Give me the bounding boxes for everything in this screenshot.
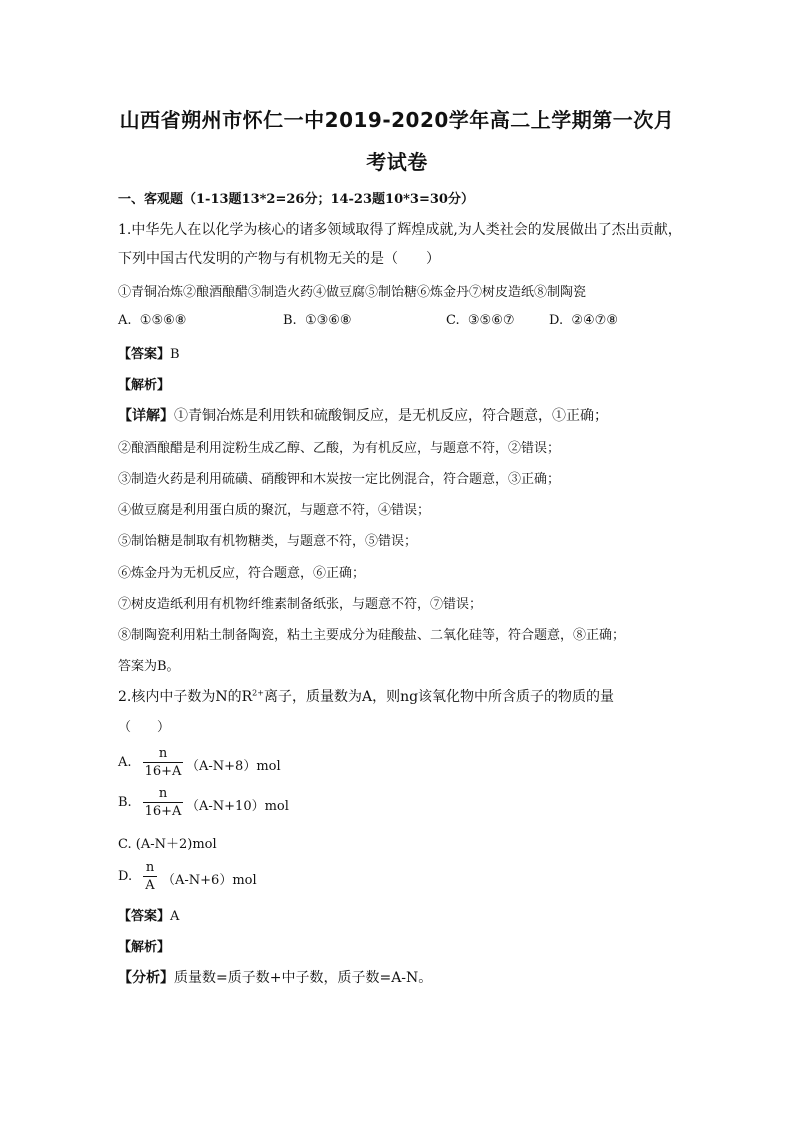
answer-tag: 【答案】 [118,347,171,362]
q2-analysis-note [118,967,432,987]
q1-option-d [549,313,618,328]
q2-stem-end: 离子，质量数为A，则ng该氧化物中所含质子的物质的量 [263,689,615,705]
fraction-denominator: 16+A [144,764,182,779]
q2-stem [118,686,614,706]
q2-option-b-text: （A-N+10）mol [186,799,289,814]
q1-explanation-line: ⑧制陶瓷利用粘土制备陶瓷，粘土主要成分为硅酸盐、二氧化硅等，符合题意，⑧正确； [118,628,626,643]
fraction-numerator: n [145,860,155,875]
option-label: D. [549,313,564,328]
q2-option-d-text: （A-N+6）mol [162,873,257,888]
charge-superscript: 2+ [252,688,264,698]
q2-option-a-label: A. [118,755,132,770]
q2-stem-start: 2.核内中子数为N的R [118,689,253,705]
q1-explanation-line: ②酿酒酿醋是利用淀粉生成乙醇、乙酸，为有机反应，与题意不符，②错误； [118,441,561,456]
q2-option-b-label: B. [118,795,132,810]
answer-value: B [170,347,180,362]
q2-analysis-tag: 【解析】 [118,940,171,955]
q1-detail-line [118,405,608,425]
q2-option-b-fraction [143,785,183,820]
fraction-denominator: 16+A [144,804,182,819]
q2-option-d-fraction [142,859,158,894]
document-title-line-2: 考试卷 [366,150,428,174]
option-label: C. [118,837,132,852]
q1-stem-line-2: 下列中国古代发明的产物与有机物无关的是（ ） [118,251,440,267]
q2-paren: （ ） [118,720,171,735]
detail-tag: 【详解】 [118,408,174,424]
detail-text: ①青铜冶炼是利用铁和硫酸铜反应，是无机反应，符合题意，①正确； [174,408,608,424]
answer-value: A [170,909,180,924]
q1-explanation-line: ⑥炼金丹为无机反应，符合题意，⑥正确； [118,566,366,581]
analysis-note-text: 质量数=质子数+中子数，质子数=A-N。 [174,970,433,986]
q1-analysis-tag: 【解析】 [118,378,171,393]
q2-option-a-fraction [143,745,183,780]
q1-option-a [118,313,186,328]
q1-explanation-line: ④做豆腐是利用蛋白质的聚沉，与题意不符，④错误； [118,503,431,518]
q2-option-c [118,833,217,852]
q1-option-c [446,313,515,328]
q1-explanation-line: ③制造火药是利用硫磺、硝酸钾和木炭按一定比例混合，符合题意，③正确； [118,472,561,487]
option-text: ②④⑦⑧ [571,313,618,328]
option-text: ①⑤⑥⑧ [139,313,187,328]
answer-tag: 【答案】 [118,909,171,924]
option-label: A. [118,313,132,328]
option-label: C. [446,313,460,328]
option-text: ①③⑥⑧ [304,313,352,328]
q1-stem-line-1: 1.中华先人在以化学为核心的诸多领域取得了辉煌成就,为人类社会的发展做出了杰出贡献， [118,222,682,238]
q1-answer [118,343,180,362]
q2-answer [118,905,179,924]
fraction-numerator: n [158,746,168,761]
option-text: (A-N＋2)mol [135,837,217,852]
option-text: ③⑤⑥⑦ [467,313,515,328]
q1-items: ①青铜冶炼②酿酒酿醋③制造火药④做豆腐⑤制饴糖⑥炼金丹⑦树皮造纸⑧制陶瓷 [118,285,587,300]
section-heading: 一、客观题（1-13题13*2=26分；14-23题10*3=30分） [118,192,474,207]
q1-conclusion: 答案为B。 [118,659,180,674]
q1-explanation-line: ⑤制饴糖是制取有机物糖类，与题意不符，⑤错误； [118,534,418,549]
option-label: B. [283,313,297,328]
analysis-note-tag: 【分析】 [118,970,174,986]
fraction-denominator: A [145,878,155,893]
q2-option-d-label: D. [118,869,133,884]
q1-option-b [283,313,352,328]
q2-option-a-text: （A-N+8）mol [186,759,281,774]
document-title-line-1: 山西省朔州市怀仁一中2019-2020学年高二上学期第一次月 [119,108,675,132]
fraction-numerator: n [158,786,168,801]
q1-explanation-line: ⑦树皮造纸利用有机物纤维素制备纸张，与题意不符，⑦错误； [118,597,483,612]
